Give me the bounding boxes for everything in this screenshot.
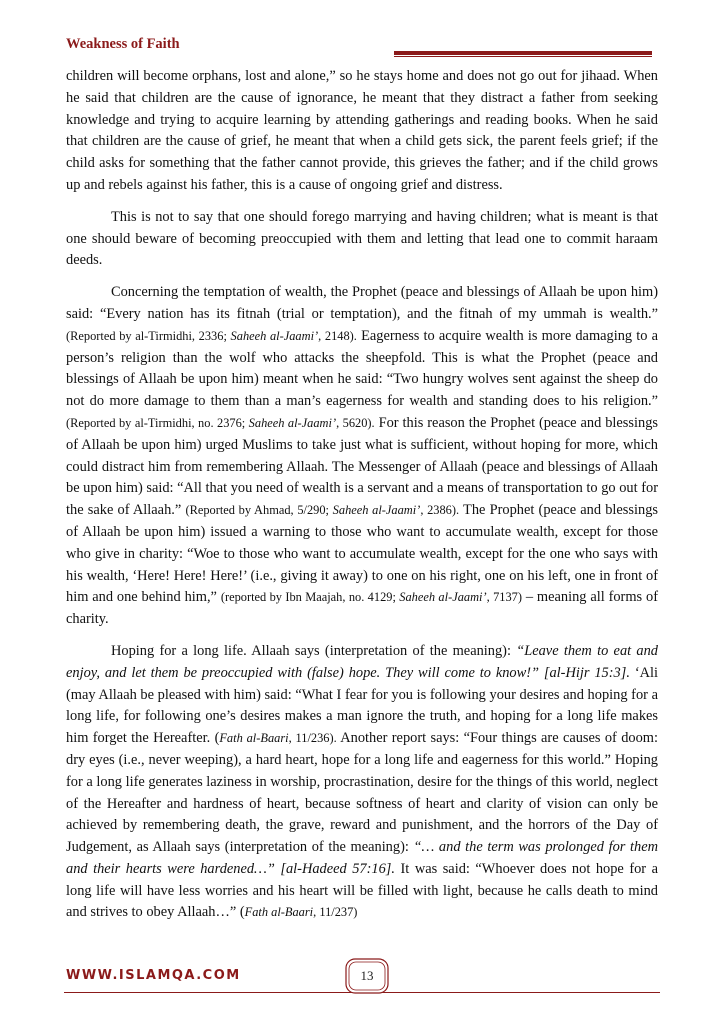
text-run: , 2148). <box>318 328 357 343</box>
text-run: Saheeh al-Jaami’ <box>332 503 421 518</box>
text-run: (reported by Ibn Maajah, no. 4129; <box>220 590 400 605</box>
text-run: The Prophet (peace and blessings of Allaah be upon him) issued a warning to those who want to accumulate wealth, except for those who give in charity: “Woe to those who want to accumulate wealth, except for the one who says with his wealth, ‘Here! Here! Here!’ (i.e., giving it away) to one on his right, one on his left, one in front of him and one behind him,” <box>66 502 658 606</box>
text-run: – meaning all forms of charity. <box>66 589 658 628</box>
text-run: , 7137) <box>486 590 522 605</box>
text-run: Hoping for a long life. Allaah says (interpretation of the meaning): <box>111 642 517 659</box>
text-run: , 11/236). <box>288 731 337 746</box>
text-run: It was said: “Whoever does not hope for a long life will have less worries and his heart will be filled with light, because he calls death to mind and strives to obey Allaah…” ( <box>66 860 658 921</box>
text-run: Saheeh al-Jaami’ <box>248 415 337 430</box>
text-run: Another report says: “Four things are causes of doom: dry eyes (i.e., never weeping), a hard heart, hope for a long life and eagerness for this world.” Hoping for a long life generates laziness in worship, procrastination, desire for the things of this world, neglect of the Hereafter and hardness of heart, because softness of heart and clarity of vision can only be achieved by remembering death, the grave, reward and punishment, and the horrors of the Day of Judgement, as Allaah says (interpretation of the meaning): <box>66 730 658 856</box>
text-run: Saheeh al-Jaami’ <box>230 328 319 343</box>
text-run: , 5620). <box>336 415 375 430</box>
header-decorative-rule <box>394 51 652 58</box>
text-run: Saheeh al-Jaami’ <box>399 590 487 605</box>
paragraph-long-life <box>66 641 658 924</box>
body-text <box>66 66 658 934</box>
text-run: Concerning the temptation of wealth, the Prophet (peace and blessings of Allaah be upon him) said: “Every nation has its fitnah (trial or temptation), and the fitnah of my ummah is wealth.” <box>66 284 658 322</box>
text-run: Eagerness to acquire wealth is more damaging to a person’s religion than the wolf who attacks the sheepfold. This is what the Prophet (peace and blessings of Allaah be upon him) meant when he said: “Two hungry wolves sent against the sheep do not do more damage to them than a man’s eagerness for wealth and standing does to his religion.” <box>66 327 658 410</box>
page-header-title: Weakness of Faith <box>66 36 180 52</box>
text-run: , 11/237) <box>313 905 358 920</box>
paragraph-marriage <box>66 207 658 272</box>
text-run: Fath al-Baari <box>244 905 314 920</box>
paragraph-wealth <box>66 282 658 631</box>
text-run: Fath al-Baari <box>219 731 289 746</box>
page-number: 13 <box>360 968 374 983</box>
text-run: children will become orphans, lost and alone,” so he stays home and does not go out for jihaad. When he said that children are the cause of ignorance, he meant that they distract a father from seeking knowledge and trying to acquire learning by attending gatherings and reading books. When he said that children are the cause of grief, he meant that when a child gets sick, the parent feels grief; if the child asks for something that the father cannot provide, this grieves the father; and if the child grows up and rebels against his father, this is a cause of ongoing grief and distress. <box>66 68 658 193</box>
text-run: For this reason the Prophet (peace and blessings of Allaah be upon him) urged Muslims to take just what is sufficient, without hoping for more, which could distract him from remembering Allaah. The Messenger of Allaah (peace and blessings of Allaah be upon him) said: “All that you need of wealth is a servant and a means of transportation to go out for the sake of Allaah.” <box>66 414 658 519</box>
page-number-badge <box>345 956 389 996</box>
paragraph-children <box>66 66 658 197</box>
text-run: (Reported by al-Tirmidhi, no. 2376; <box>66 415 249 430</box>
footer-website-link[interactable]: WWW.ISLAMQA.COM <box>66 968 241 983</box>
text-run: “Leave them to eat and enjoy, and let them be preoccupied with (false) hope. They will come to know!” [al-Hijr 15:3]. <box>66 642 658 681</box>
text-run: This is not to say that one should forego marrying and having children; what is meant is that one should beware of becoming preoccupied with them and letting that lead one to commit haraam deeds. <box>66 208 658 269</box>
text-run: ‘Ali (may Allaah be pleased with him) said: “What I fear for you is following your desires and hoping for a long life, for following one’s desires makes a man ignore the truth, and hoping for a long life makes him forget the Hereafter. ( <box>66 664 659 747</box>
text-run: , 2386). <box>420 503 460 518</box>
text-run: (Reported by Ahmad, 5/290; <box>185 503 333 518</box>
text-run: (Reported by al-Tirmidhi, 2336; <box>66 328 231 343</box>
text-run: “… and the term was prolonged for them and their hearts were hardened…” [al-Hadeed 57:16]. <box>66 839 658 877</box>
